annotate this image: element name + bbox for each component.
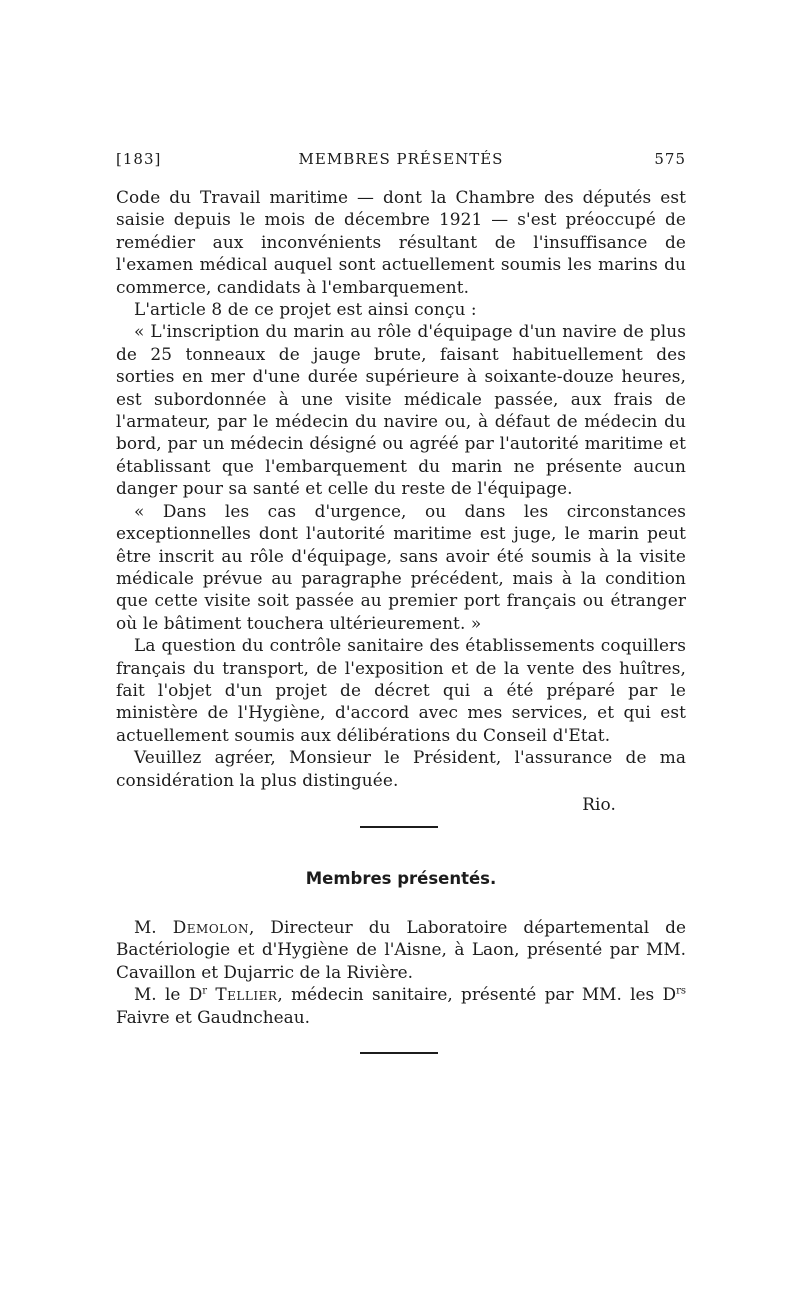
section-title: Membres présentés. — [305, 869, 497, 888]
page-number: 575 — [654, 150, 686, 168]
member-prefix-superscript: r — [202, 985, 208, 997]
paragraph: « L'inscription du marin au rôle d'équipage d'un navire de plus de 25 tonneaux de jauge brute, faisant habituellement des sorties en mer d'une durée supérieure à soixante-douze heures, est subordonnée à une visite médicale passée, aux frais de l'armateur, par le médecin du navire ou, à défaut de médecin du bord, par un médecin désigné ou agréé par l'autorité maritime et établissant que l'embarquement du marin ne présente aucun danger pour sa santé et celle du reste de l'équipage. — [116, 321, 686, 499]
member-name: Tellier — [215, 984, 278, 1005]
letter-body — [116, 186, 686, 815]
member-name: Demolon — [172, 917, 249, 937]
member-prefix: M. le D — [134, 984, 203, 1005]
member-description: , médecin sanitaire, présenté par MM. les D — [277, 984, 677, 1005]
paragraph: La question du contrôle sanitaire des établissements coquillers français du transport, de l'exposition et de la vente des huîtres, fait l'objet d'un projet de décret qui a été préparé par le ministère de l'Hygiène, d'accord avec mes services, et qui est actuellement soumis aux délibérations du Conseil d'Etat. — [116, 635, 686, 745]
member-description-superscript: rs — [676, 985, 687, 997]
paragraph: « Dans les cas d'urgence, ou dans les circonstances exceptionnelles dont l'autorité maritime est juge, le marin peut être inscrit au rôle d'équipage, sans avoir été soumis à la visite médicale prévue au paragraphe précédent, mais à la condition que cette visite soit passée au premier port français ou étranger où le bâtiment touchera ultérieurement. » — [116, 500, 686, 633]
header-title: MEMBRES PRÉSENTÉS — [298, 150, 504, 168]
paragraph: Veuillez agréer, Monsieur le Président, l'assurance de ma considération la plus distinguée. — [116, 747, 686, 790]
member-entry — [116, 916, 686, 983]
member-entry — [116, 983, 686, 1028]
header-reference: [183] — [116, 150, 162, 168]
running-header — [116, 150, 686, 174]
paragraph: Code du Travail maritime — dont la Chambre des députés est saisie depuis le mois de décembre 1921 — s'est préoccupé de remédier aux inconvénients résultant de l'insuffisance de l'examen médical auquel sont actuellement soumis les marins du commerce, candidats à l'embarquement. — [116, 187, 686, 297]
end-divider — [360, 1052, 438, 1054]
member-description: , Directeur du Laboratoire départemental de Bactériologie et d'Hygiène de l'Aisne, à Laon, présenté par MM. Cavaillon et Dujarric de la Rivière. — [116, 917, 686, 982]
signature: Rio. — [582, 793, 616, 814]
member-description-end: Faivre et Gaudncheau. — [116, 1006, 310, 1027]
section-divider — [360, 826, 438, 828]
members-list — [116, 916, 686, 1028]
member-prefix: M. — [134, 917, 173, 937]
paragraph: L'article 8 de ce projet est ainsi conçu : — [134, 299, 477, 320]
